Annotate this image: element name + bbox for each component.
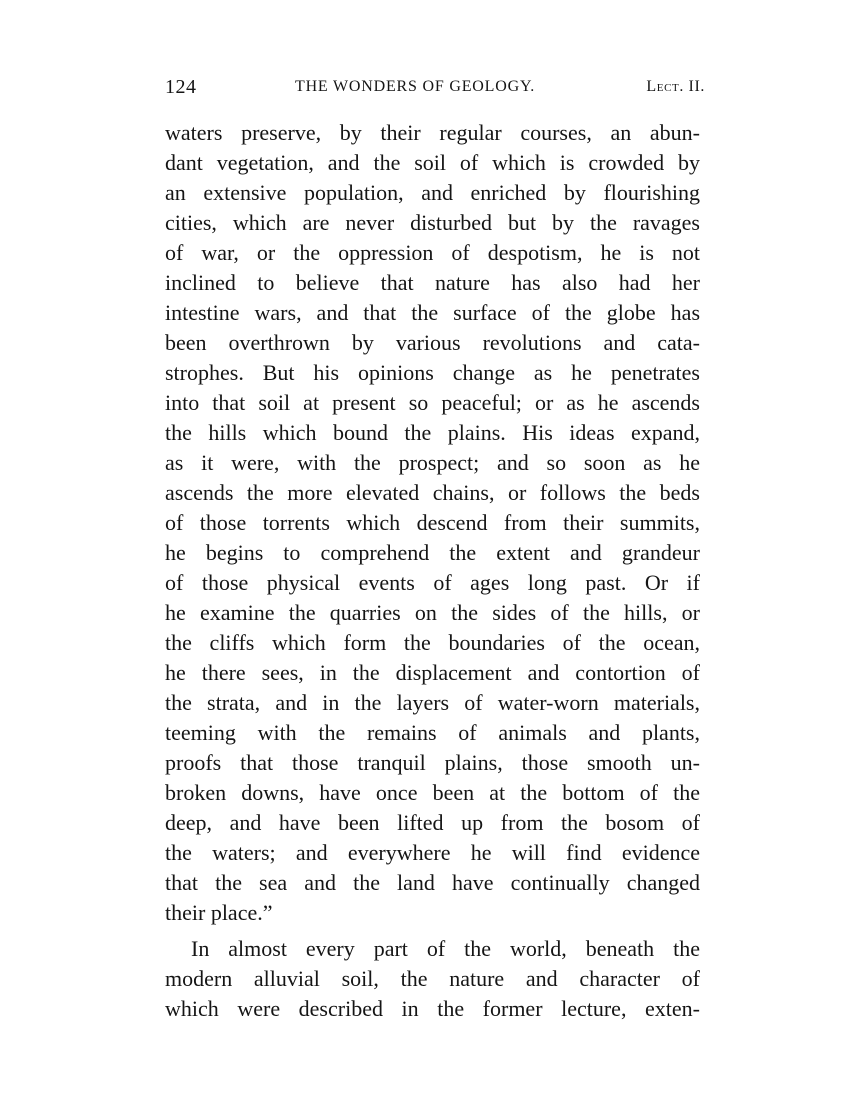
running-title: THE WONDERS OF GEOLOGY. [295, 78, 536, 95]
text-line: inclined to believe that nature has also had her [165, 270, 700, 295]
text-line: of war, or the oppression of despotism, he is not [165, 240, 700, 265]
text-line: the strata, and in the layers of water-worn materials, [165, 690, 700, 715]
body-text [165, 118, 700, 1024]
text-line: their place.” [165, 900, 273, 925]
page-number: 124 [165, 76, 197, 98]
running-section: Lect. II. [646, 78, 705, 95]
text-line: waters preserve, by their regular courses, an abun- [165, 120, 700, 145]
text-line: strophes. But his opinions change as he penetrates [165, 360, 700, 385]
text-line: an extensive population, and enriched by flourishing [165, 180, 700, 205]
text-line: In almost every part of the world, beneath the [191, 936, 700, 961]
running-head [165, 76, 705, 104]
text-line: intestine wars, and that the surface of the globe has [165, 300, 700, 325]
text-line: that the sea and the land have continually changed [165, 870, 700, 895]
text-line: which were described in the former lecture, exten- [165, 996, 700, 1021]
text-line: he there sees, in the displacement and contortion of [165, 660, 700, 685]
text-line: into that soil at present so peaceful; or as he ascends [165, 390, 700, 415]
text-line: dant vegetation, and the soil of which is crowded by [165, 150, 700, 175]
text-line: he begins to comprehend the extent and grandeur [165, 540, 700, 565]
text-line: the waters; and everywhere he will find evidence [165, 840, 700, 865]
text-line: broken downs, have once been at the bottom of the [165, 780, 700, 805]
text-line: cities, which are never disturbed but by the ravages [165, 210, 700, 235]
text-line: modern alluvial soil, the nature and character of [165, 966, 700, 991]
text-line: been overthrown by various revolutions and cata- [165, 330, 700, 355]
text-line: the cliffs which form the boundaries of the ocean, [165, 630, 700, 655]
text-line: he examine the quarries on the sides of the hills, or [165, 600, 700, 625]
text-line: teeming with the remains of animals and plants, [165, 720, 700, 745]
text-line: of those torrents which descend from their summits, [165, 510, 700, 535]
text-line: as it were, with the prospect; and so soon as he [165, 450, 700, 475]
text-line: proofs that those tranquil plains, those smooth un- [165, 750, 700, 775]
text-line: deep, and have been lifted up from the bosom of [165, 810, 700, 835]
text-line: ascends the more elevated chains, or follows the beds [165, 480, 700, 505]
text-line: of those physical events of ages long past. Or if [165, 570, 700, 595]
text-line: the hills which bound the plains. His ideas expand, [165, 420, 700, 445]
